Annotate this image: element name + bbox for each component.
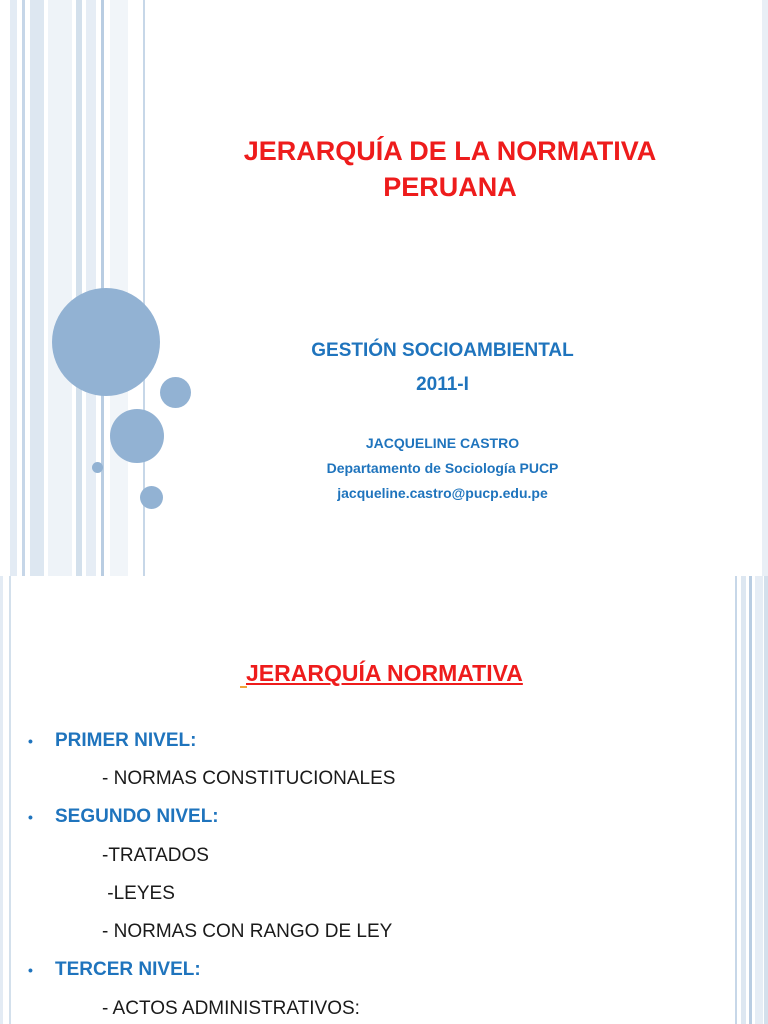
title-line-1: JERARQUÍA DE LA NORMATIVA [243,136,657,166]
decor-stripe [48,0,72,576]
author-name: JACQUELINE CASTRO [365,435,520,451]
author-email: jacqueline.castro@pucp.edu.pe [337,485,548,501]
decor-circle-large [52,288,160,396]
decor-stripe [749,576,752,1024]
decor-circle-small [92,462,103,473]
level-3-item-1: - ACTOS ADMINISTRATIVOS: [102,998,360,1019]
decor-stripe [741,576,746,1024]
bullet-icon: • [28,809,33,825]
title-line-2: PERUANA [383,172,517,202]
decor-divider [735,576,737,1024]
bullet-icon: • [28,733,33,749]
level-1-item-1: - NORMAS CONSTITUCIONALES [102,768,396,789]
slide-title [150,133,750,205]
level-2-item-2: -LEYES [102,883,175,904]
decor-divider [762,0,768,576]
content-slide [0,576,768,1024]
decor-divider [9,576,11,1024]
decor-stripe [30,0,44,576]
author-department: Departamento de Sociología PUCP [326,460,559,476]
course-term: 2011-I [416,374,469,395]
level-2-item-3: - NORMAS CON RANGO DE LEY [102,921,393,942]
decor-stripe [764,576,768,1024]
decor-stripe [755,576,763,1024]
level-2-item-1: -TRATADOS [102,845,209,866]
level-2-label: SEGUNDO NIVEL: [55,806,219,827]
decor-stripe [10,0,17,576]
decor-stripe [22,0,25,576]
content-title: JERARQUÍA NORMATIVA [246,660,523,686]
bullet-icon: • [28,962,33,978]
decor-stripe [86,0,96,576]
course-name: GESTIÓN SOCIOAMBIENTAL [311,340,574,361]
level-3-label: TERCER NIVEL: [55,959,201,980]
level-1-label: PRIMER NIVEL: [55,730,197,751]
decor-divider [0,576,3,1024]
decor-stripe [76,0,82,576]
